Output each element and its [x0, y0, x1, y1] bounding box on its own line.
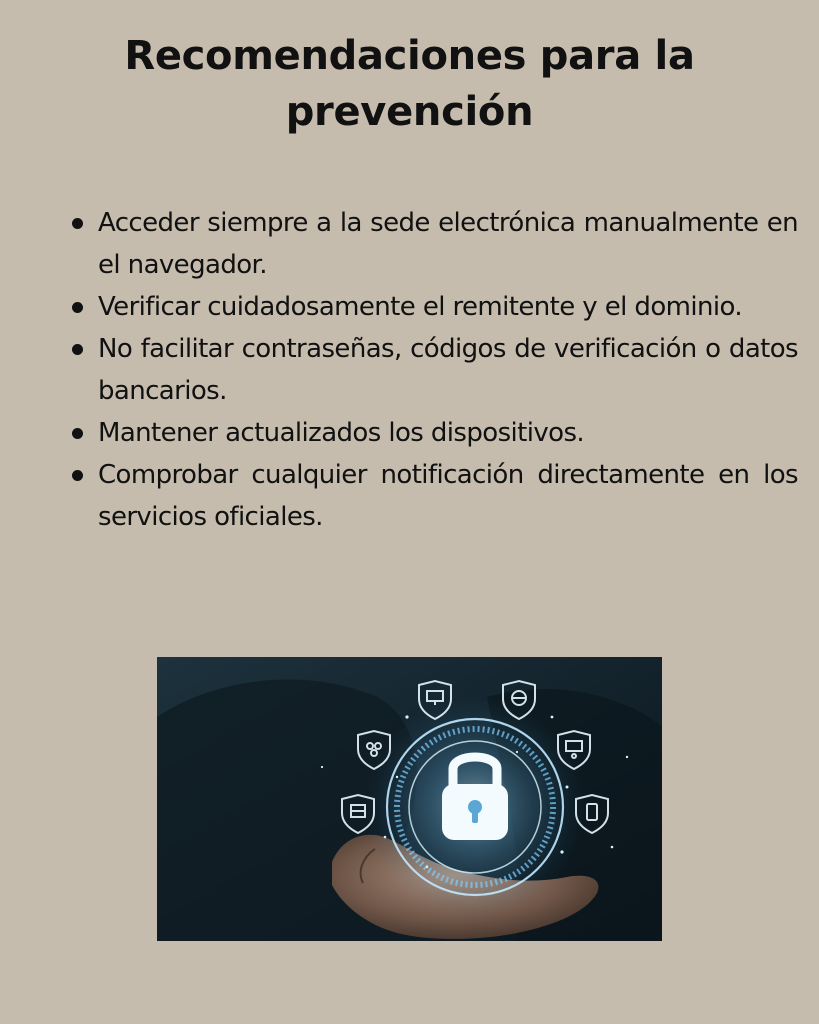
- list-item: [68, 328, 798, 412]
- list-item-text: Comprobar cualquier notificación directamente en los servicios oficiales.: [98, 460, 798, 532]
- list-item: [68, 412, 798, 454]
- list-item: [68, 286, 798, 328]
- bullet-icon: [72, 302, 83, 313]
- cybersecurity-illustration: [157, 657, 662, 941]
- list-item: [68, 202, 798, 286]
- recommendations-list: [68, 202, 798, 538]
- bullet-icon: [72, 428, 83, 439]
- list-item-text: Verificar cuidadosamente el remitente y el dominio.: [98, 292, 743, 322]
- bullet-icon: [72, 470, 83, 481]
- list-item: [68, 454, 798, 538]
- page-title: Recomendaciones para la prevención: [124, 33, 695, 135]
- list-item-text: Mantener actualizados los dispositivos.: [98, 418, 585, 448]
- list-item-text: Acceder siempre a la sede electrónica manualmente en el navegador.: [98, 208, 798, 280]
- list-item-text: No facilitar contraseñas, códigos de verificación o datos bancarios.: [98, 334, 798, 406]
- bullet-icon: [72, 218, 83, 229]
- bullet-icon: [72, 344, 83, 355]
